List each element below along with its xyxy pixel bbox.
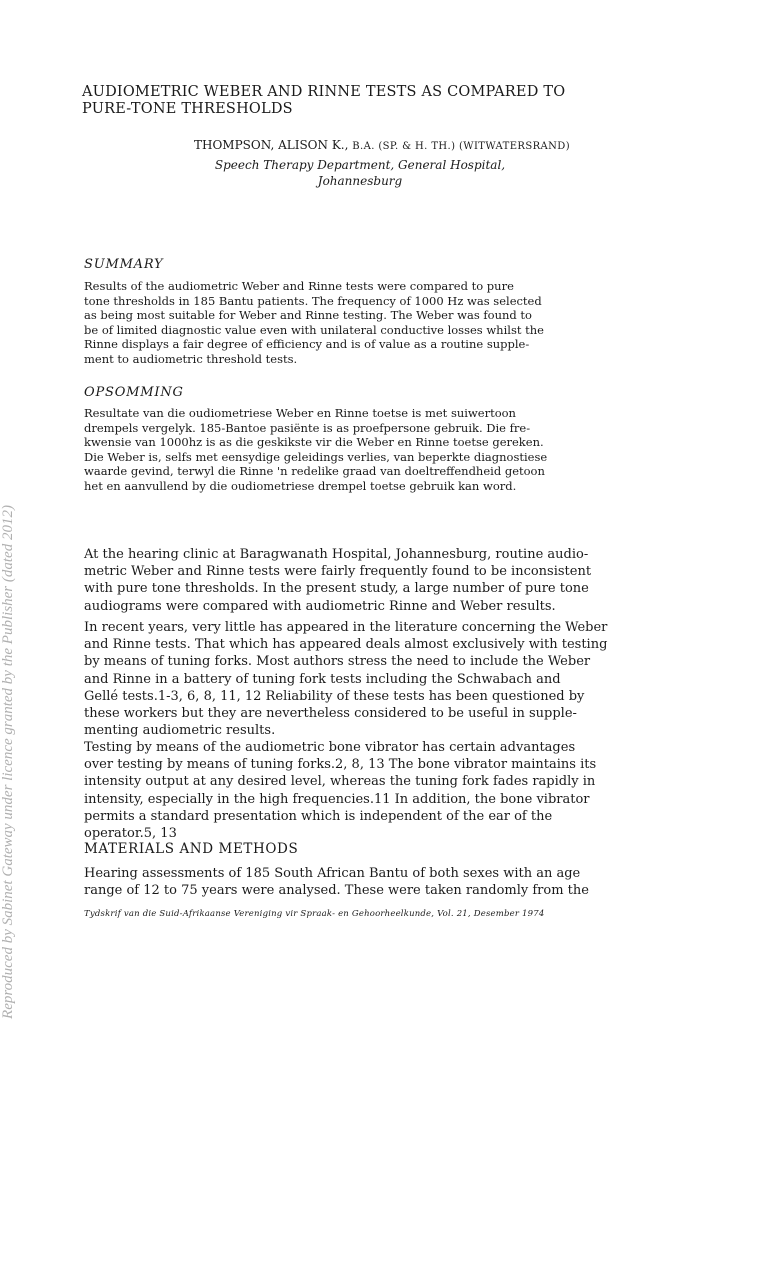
text-line: and Rinne tests. That which has appeared deals almost exclusively with testing [84, 637, 608, 653]
opsomming-heading: OPSOMMING [84, 385, 184, 400]
text-line: metric Weber and Rinne tests were fairly frequently found to be inconsistent [84, 564, 592, 580]
summary-heading: SUMMARY [84, 257, 164, 272]
text-line: as being most suitable for Weber and Rinne testing. The Weber was found to [84, 308, 532, 323]
bone-vibrator-paragraph [84, 739, 644, 842]
text-line: permits a standard presentation which is independent of the ear of the [84, 808, 553, 824]
title-line: AUDIOMETRIC WEBER AND RINNE TESTS AS COMPARED TO [82, 84, 566, 100]
affiliation [120, 157, 600, 189]
text-line: At the hearing clinic at Baragwanath Hospital, Johannesburg, routine audio- [84, 547, 589, 562]
text-line: tone thresholds in 185 Bantu patients. The frequency of 1000 Hz was selected [84, 293, 542, 308]
affiliation-line: Speech Therapy Department, General Hospital, [214, 158, 506, 172]
publisher-watermark: Reproduced by Sabinet Gateway under licence granted by the Publisher (dated 2012) [0, 505, 16, 1019]
text-line: range of 12 to 75 years were analysed. These were taken randomly from the [84, 883, 589, 899]
text-line: waarde gevind, terwyl die Rinne 'n redelike graad van doeltreffendheid getoon [84, 464, 545, 479]
opsomming-text [84, 406, 644, 494]
text-line: het en aanvullend by die oudiometriese drempel toetse gebruik kan word. [84, 478, 517, 493]
author-line [82, 137, 682, 155]
text-line: In recent years, very little has appeared in the literature concerning the Weber [84, 620, 608, 635]
text-line: by means of tuning forks. Most authors stress the need to include the Weber [84, 654, 591, 670]
text-line: menting audiometric results. [84, 723, 276, 739]
text-line: these workers but they are nevertheless considered to be useful in supple- [84, 706, 577, 722]
text-line: over testing by means of tuning forks.2, 8, 13 The bone vibrator maintains its [84, 757, 597, 773]
text-line: Resultate van die oudiometriese Weber en Rinne toetse is met suiwertoon [84, 406, 516, 420]
text-line: audiograms were compared with audiometric Rinne and Weber results. [84, 598, 556, 614]
text-line: kwensie van 1000hz is as die geskikste vir die Weber en Rinne toetse gereken. [84, 435, 544, 450]
text-line: and Rinne in a battery of tuning fork tests including the Schwabach and [84, 671, 561, 687]
affiliation-line: Johannesburg [317, 174, 403, 188]
text-line: ment to audiometric threshold tests. [84, 351, 298, 366]
text-line: with pure tone thresholds. In the present study, a large number of pure tone [84, 581, 589, 597]
text-line: drempels vergelyk. 185-Bantoe pasiënte is as proefpersone gebruik. Die fre- [84, 420, 531, 435]
text-line: Gellé tests.1-3, 6, 8, 11, 12 Reliability of these tests has been questioned by [84, 688, 585, 704]
text-line: Testing by means of the audiometric bone vibrator has certain advantages [84, 740, 576, 755]
journal-footer: Tydskrif van die Suid-Afrikaanse Vereniging vir Spraak- en Gehoorheelkunde, Vol. 21, Desember 1974 [84, 909, 545, 919]
author-name: THOMPSON, ALISON K., [193, 138, 349, 152]
author-credentials: B.A. (SP. & H. TH.) (WITWATERSRAND) [352, 141, 570, 152]
text-line: intensity output at any desired level, whereas the tuning fork fades rapidly in [84, 774, 596, 790]
materials-methods-heading: MATERIALS AND METHODS [84, 841, 299, 857]
text-line: Die Weber is, selfs met eensydige geleidings verlies, van beperkte diagnostiese [84, 449, 548, 464]
text-line: Results of the audiometric Weber and Rinne tests were compared to pure [84, 279, 514, 293]
text-line: be of limited diagnostic value even with unilateral conductive losses whilst the [84, 322, 544, 337]
literature-paragraph [84, 619, 644, 739]
summary-text [84, 279, 644, 367]
title-line: PURE-TONE THRESHOLDS [82, 101, 293, 117]
text-line: operator.5, 13 [84, 826, 177, 842]
intro-paragraph [84, 546, 644, 615]
text-line: Hearing assessments of 185 South African Bantu of both sexes with an age [84, 866, 581, 881]
methods-paragraph [84, 865, 644, 899]
text-line: intensity, especially in the high frequencies.11 In addition, the bone vibrator [84, 791, 590, 807]
paper-title [82, 84, 682, 118]
text-line: Rinne displays a fair degree of efficiency and is of value as a routine supple- [84, 337, 530, 352]
